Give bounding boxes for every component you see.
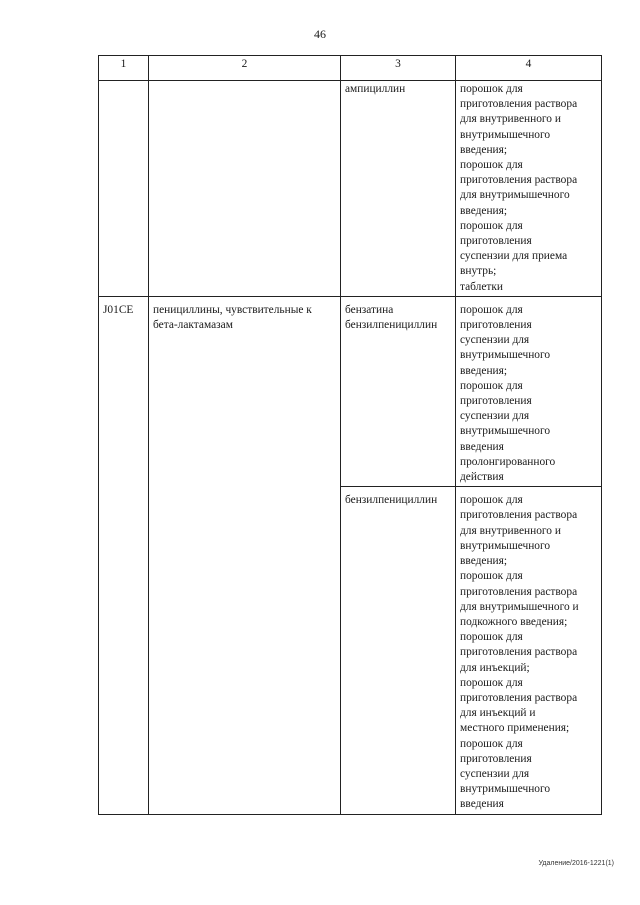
dosage-forms-cell: порошок для приготовления раствора для внутривенного и внутримышечного введения; порошок для приготовления раствора для внутримышечного и подкожного введения; порошок для приготовления раствора для инъекций; порошок для приготовления раствора для инъекций и местного применения; порошок для приготовления суспензии для внутримышечного введения xyxy=(456,487,602,814)
drug-group-cell xyxy=(149,81,341,297)
header-col-2: 2 xyxy=(149,56,341,81)
table-row xyxy=(99,81,602,297)
header-col-4: 4 xyxy=(456,56,602,81)
drug-name-cell: бензатина бензилпенициллин xyxy=(341,296,456,486)
dosage-forms-cell: порошок для приготовления суспензии для внутримышечного введения; порошок для приготовления суспензии для внутримышечного введения пролонгированного действия xyxy=(456,296,602,486)
header-col-3: 3 xyxy=(341,56,456,81)
table-row xyxy=(99,296,602,486)
drug-group-cell: пенициллины, чувствительные к бета-лактамазам xyxy=(149,296,341,814)
atc-code-cell: J01CE xyxy=(99,296,149,814)
page-number: 46 xyxy=(314,27,326,41)
table-header-row xyxy=(99,56,602,81)
header-col-1: 1 xyxy=(99,56,149,81)
drug-name-cell: бензилпенициллин xyxy=(341,487,456,814)
dosage-forms-cell: порошок для приготовления раствора для внутривенного и внутримышечного введения; порошок для приготовления раствора для внутримышечного введения; порошок для приготовления суспензии для приема внутрь; таблетки xyxy=(456,81,602,297)
document-footer-code: Удаление/2016-1221(1) xyxy=(538,860,614,867)
medication-table xyxy=(98,55,602,815)
drug-name-cell: ампициллин xyxy=(341,81,456,297)
atc-code-cell xyxy=(99,81,149,297)
